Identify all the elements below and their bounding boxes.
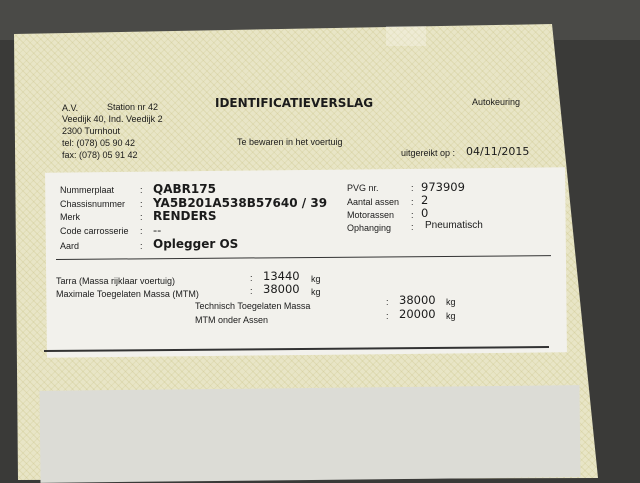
axles-mtm-label: MTM onder Assen — [195, 315, 269, 325]
issued-label: uitgereikt op : — [401, 148, 456, 158]
motor-axles-label: Motorassen — [347, 210, 395, 220]
type-label: Aard — [60, 241, 80, 251]
lower-panel — [40, 385, 581, 483]
axles-label: Aantal assen — [347, 197, 400, 207]
axles-mtm-value: 20000 — [399, 307, 436, 321]
mtm-value: 38000 — [263, 282, 300, 296]
pvg-value: 973909 — [421, 180, 465, 194]
axles-mtm-unit: kg — [446, 311, 456, 321]
tech-mass-label: Technisch Toegelaten Massa — [195, 301, 311, 311]
header-address1: Veedijk 40, Ind. Veedijk 2 — [62, 114, 163, 124]
header-fax: fax: (078) 05 91 42 — [62, 150, 138, 160]
tare-value: 13440 — [263, 269, 300, 283]
plate-value: QABR175 — [153, 182, 216, 196]
mtm-label: Maximale Toegelaten Massa (MTM) — [56, 289, 199, 299]
keep-note: Te bewaren in het voertuig — [237, 137, 343, 147]
header-tel: tel: (078) 05 90 42 — [62, 138, 136, 148]
suspension-label: Ophanging — [347, 223, 392, 233]
brand-value: RENDERS — [153, 209, 217, 223]
pvg-label: PVG nr. — [347, 183, 379, 193]
chassis-label: Chassisnummer — [60, 199, 126, 209]
motor-axles-value: 0 — [421, 206, 429, 220]
body-code-value: -- — [153, 223, 162, 237]
header-station: Station nr 42 — [107, 102, 159, 112]
chassis-value: YA5B201A538B57640 / 39 — [153, 196, 328, 210]
tare-unit: kg — [311, 274, 321, 284]
header-av: A.V. — [62, 103, 79, 113]
issued-date: 04/11/2015 — [466, 145, 530, 158]
tech-mass-unit: kg — [446, 297, 456, 307]
mtm-unit: kg — [311, 287, 321, 297]
document-title: IDENTIFICATIEVERSLAG — [215, 96, 374, 110]
document-subtitle: Autokeuring — [472, 97, 521, 107]
tare-label: Tarra (Massa rijklaar voertuig) — [56, 276, 176, 286]
type-value: Oplegger OS — [153, 237, 239, 251]
header-address2: 2300 Turnhout — [62, 126, 121, 136]
brand-label: Merk — [60, 212, 80, 222]
plate-label: Nummerplaat — [60, 185, 115, 195]
paper-fold — [386, 26, 426, 46]
body-code-label: Code carrosserie — [60, 226, 129, 236]
axles-value: 2 — [421, 193, 429, 207]
tech-mass-value: 38000 — [399, 293, 436, 307]
suspension-value: Pneumatisch — [425, 220, 483, 231]
